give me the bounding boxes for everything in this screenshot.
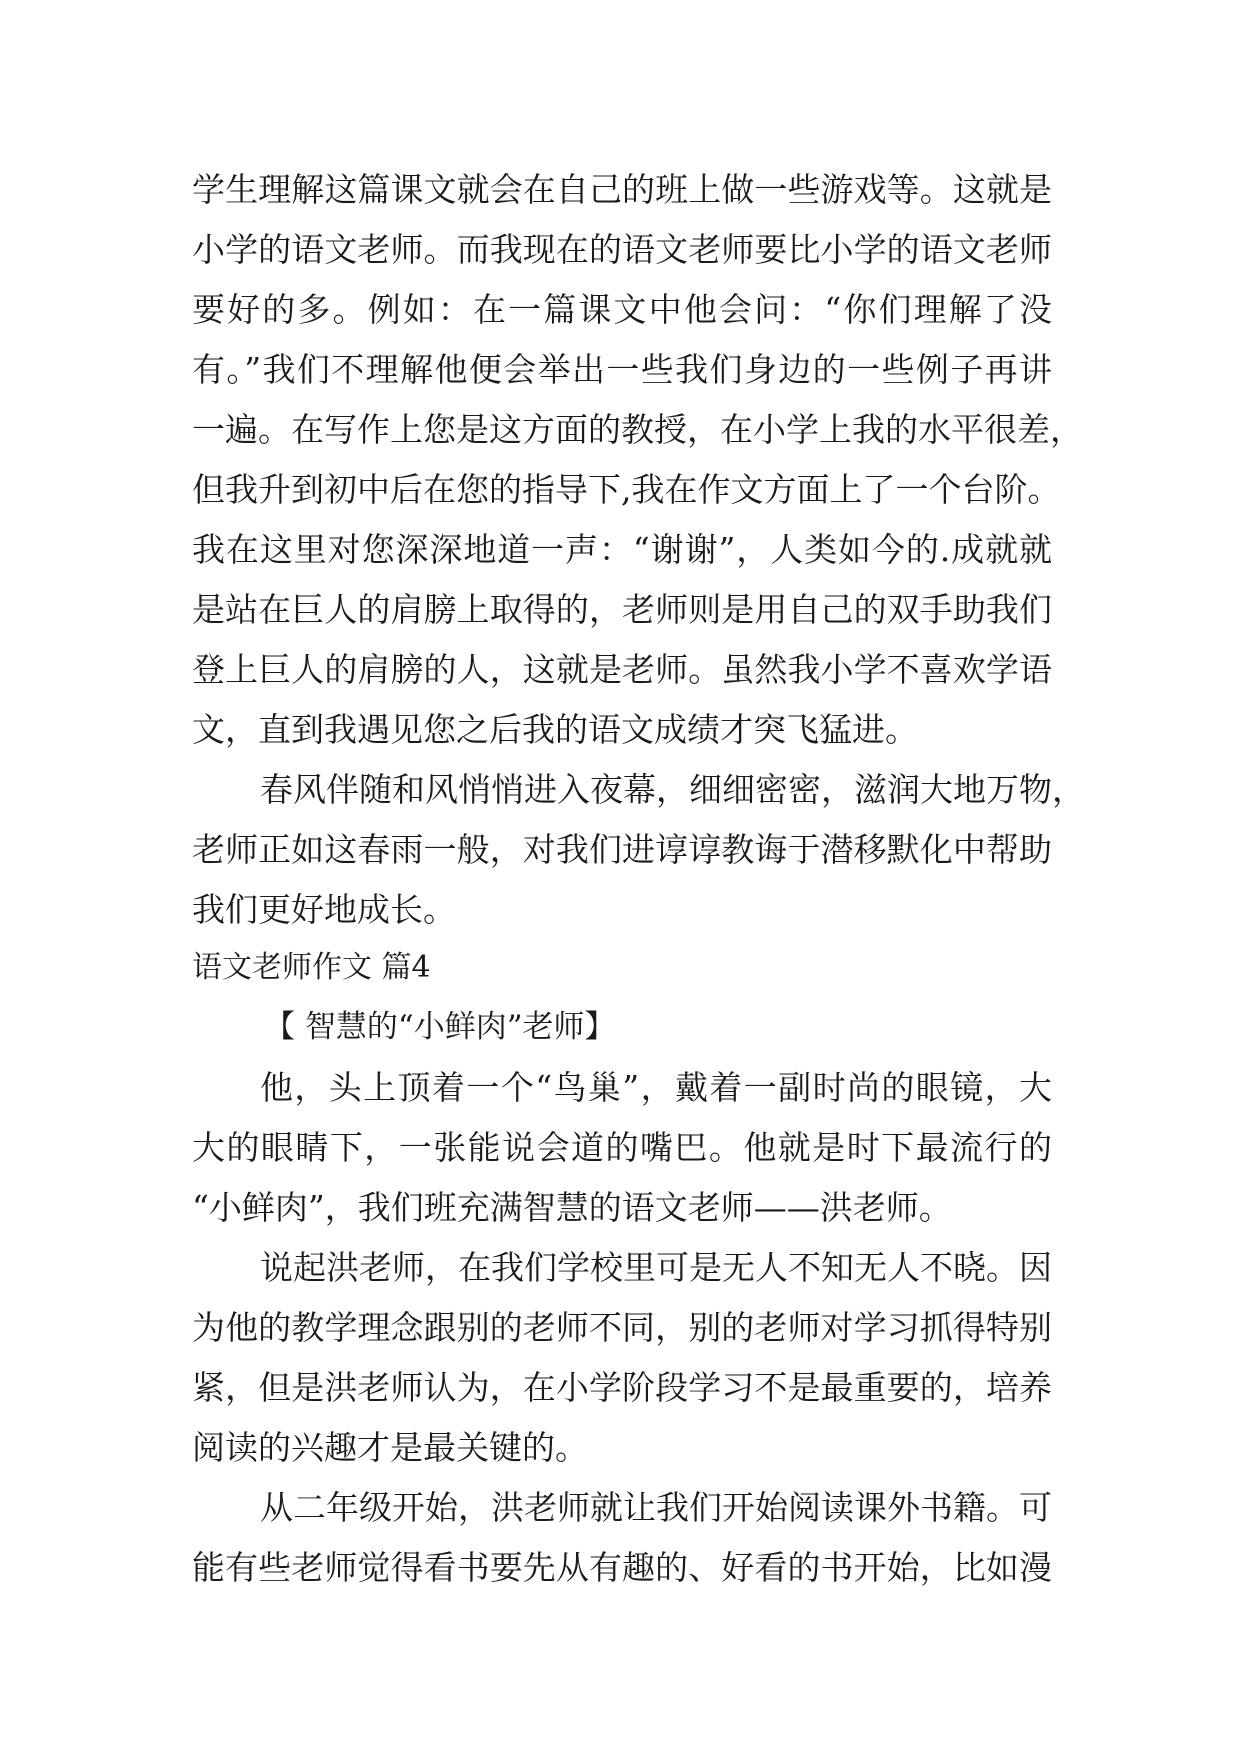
- section-subtitle: 【 智慧的“小鲜肉”老师】: [264, 1009, 616, 1045]
- text-line: 一遍。在写作上您是这方面的教授，在小学上我的水平很差，: [192, 410, 1083, 449]
- text-line: “小鲜肉”，我们班充满智慧的语文老师——洪老师。: [192, 1188, 952, 1227]
- text-line: 但我升到初中后在您的指导下,我在作文方面上了一个台阶。: [192, 470, 1061, 509]
- text-line: 是站在巨人的肩膀上取得的，老师则是用自己的双手助我们: [192, 590, 1052, 629]
- text-line: 为他的教学理念跟别的老师不同，别的老师对学习抓得特别: [192, 1308, 1052, 1347]
- text-line: 学生理解这篇课文就会在自己的班上做一些游戏等。这就是: [192, 170, 1052, 209]
- paragraph-reading: [192, 1478, 1052, 1598]
- text-line: 说起洪老师，在我们学校里可是无人不知无人不晓。因: [260, 1248, 1052, 1287]
- text-line: 紧，但是洪老师认为，在小学阶段学习不是最重要的，培养: [192, 1368, 1052, 1407]
- text-line: 能有些老师觉得看书要先从有趣的、好看的书开始，比如漫: [192, 1548, 1052, 1587]
- text-line: 他，头上顶着一个“鸟巢”，戴着一副时尚的眼镜，大: [260, 1068, 1052, 1107]
- paragraph-teaching-idea: [192, 1238, 1052, 1478]
- paragraph-continued-text: [192, 160, 1083, 760]
- text-line: 从二年级开始，洪老师就让我们开始阅读课外书籍。可: [260, 1488, 1052, 1527]
- paragraph-teacher-intro: [192, 1058, 1052, 1238]
- text-line: 我们更好地成长。: [192, 890, 456, 929]
- text-line: 要好的多。例如：在一篇课文中他会问：“你们理解了没: [192, 290, 1052, 329]
- text-line: 阅读的兴趣才是最关键的。: [192, 1428, 588, 1467]
- text-line: 大的眼睛下，一张能说会道的嘴巴。他就是时下最流行的: [192, 1128, 1052, 1167]
- document-body: [192, 160, 1085, 1598]
- text-line: 我在这里对您深深地道一声：“谢谢”，人类如今的.成就就: [192, 530, 1052, 569]
- text-line: 春风伴随和风悄悄进入夜幕，细细密密，滋润大地万物，: [260, 770, 1085, 809]
- text-line: 小学的语文老师。而我现在的语文老师要比小学的语文老师: [192, 230, 1052, 269]
- section-heading: 语文老师作文 篇4: [192, 950, 431, 985]
- paragraph-spring-rain: [192, 760, 1085, 940]
- text-line: 有。”我们不理解他便会举出一些我们身边的一些例子再讲: [192, 350, 1052, 389]
- text-line: 文，直到我遇见您之后我的语文成绩才突飞猛进。: [192, 710, 918, 749]
- text-line: 登上巨人的肩膀的人，这就是老师。虽然我小学不喜欢学语: [192, 650, 1052, 689]
- text-line: 老师正如这春雨一般，对我们进谆谆教诲于潜移默化中帮助: [192, 830, 1052, 869]
